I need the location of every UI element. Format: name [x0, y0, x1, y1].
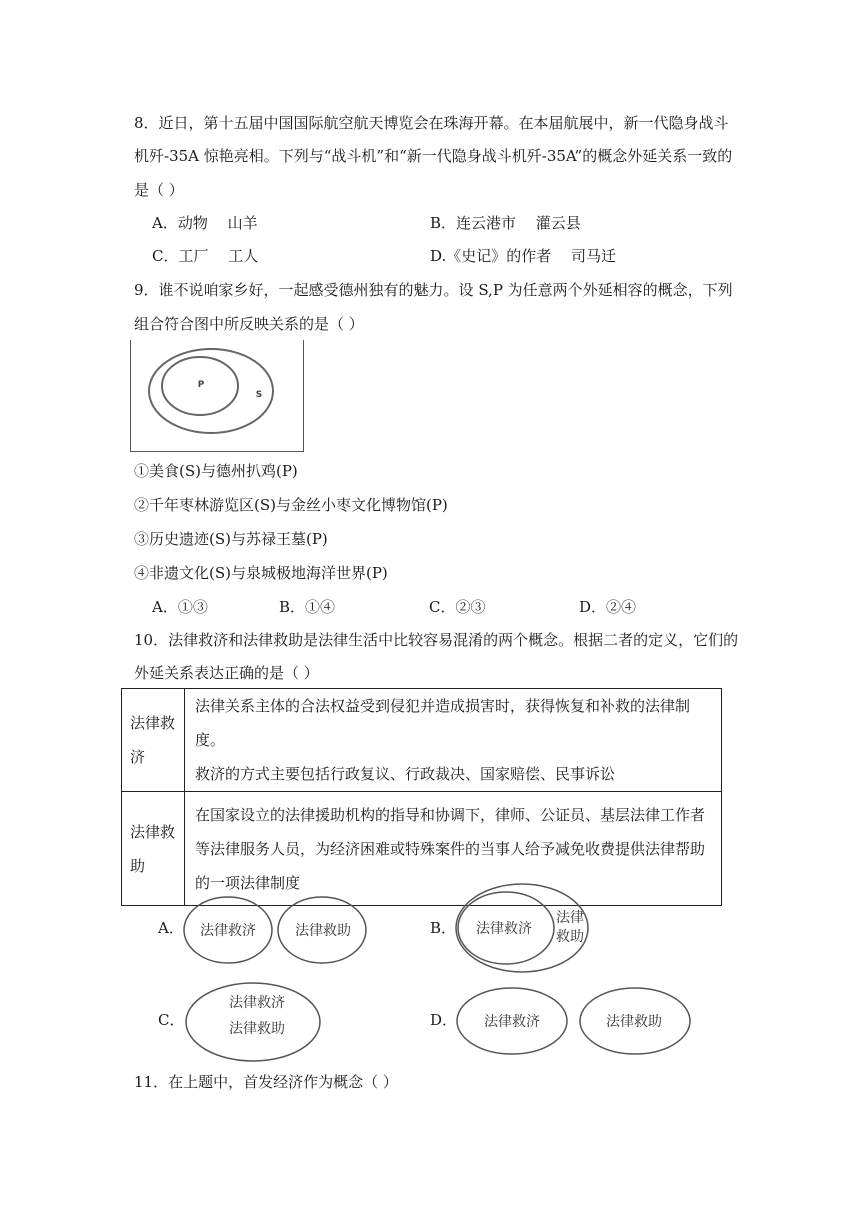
q9-item-1: ①美食(S)与德州扒鸡(P): [134, 462, 298, 480]
q10-option-c-letter: C．: [158, 1011, 185, 1029]
definition-line: 法律关系主体的合法权益受到侵犯并造成损害时，获得恢复和补救的法律制度。: [195, 697, 691, 749]
q10-stem-line-1: 10．法律救济和法律救助是法律生活中比较容易混淆的两个概念。根据二者的定义，它们的: [134, 631, 739, 649]
q10-option-d-diagram: [454, 985, 694, 1061]
table-definition-cell: [185, 689, 722, 792]
q10-option-a-letter: A．: [158, 919, 184, 937]
q8-option-b: B．连云港市 灌云县: [430, 214, 581, 232]
q9-label-p: P: [197, 380, 205, 390]
option-b-outer-label-2: 救助: [556, 929, 584, 945]
q9-stem-line-2: 组合符合图中所反映关系的是（ ）: [134, 315, 364, 333]
table-row: [122, 689, 722, 792]
term-line: 法律救: [130, 714, 176, 732]
q10-stem-line-2: 外延关系表达正确的是（ ）: [134, 664, 319, 682]
q8-option-a: A．动物 山羊: [152, 214, 258, 232]
q9-item-4: ④非遗文化(S)与泉城极地海洋世界(P): [134, 564, 388, 582]
q10-option-b-diagram: [452, 880, 602, 980]
q9-option-b: B．①④: [279, 598, 336, 616]
q8-stem-line-2: 机歼-35A 惊艳亮相。下列与“战斗机”和“新一代隐身战斗机歼-35A”的概念外延关系一致的: [134, 147, 733, 165]
q11-stem: 11．在上题中，首发经济作为概念（ ）: [134, 1073, 398, 1091]
option-a-label-2: 法律救助: [295, 923, 351, 939]
option-b-inner-label: 法律救济: [476, 921, 532, 937]
option-a-label-1: 法律救济: [200, 923, 256, 939]
definition-line: 救济的方式主要包括行政复议、行政裁决、国家赔偿、民事诉讼: [195, 765, 616, 783]
definition-line: 等法律服务人员，为经济困难或特殊案件的当事人给予减免收费提供法律帮助: [195, 839, 706, 858]
q8-option-c: C．工厂 工人: [152, 247, 259, 265]
q9-option-c: C．②③: [429, 598, 486, 616]
q10-option-d-letter: D．: [430, 1011, 458, 1029]
option-c-label-2: 法律救助: [229, 1021, 285, 1037]
q9-venn-diagram: [130, 340, 304, 452]
q10-definition-table: [121, 688, 722, 906]
q9-option-a: A．①③: [152, 598, 208, 616]
q10-option-c-diagram: [182, 980, 324, 1068]
option-c-label-1: 法律救济: [229, 995, 285, 1011]
q9-outer-ellipse: [149, 349, 273, 433]
table-term-cell: [122, 689, 185, 792]
term-line: 助: [130, 856, 146, 875]
table-row: [122, 792, 722, 906]
q8-stem-line-3: 是（ ）: [134, 181, 184, 199]
q9-item-3: ③历史遗迹(S)与苏禄王墓(P): [134, 530, 328, 548]
option-b-outer-label-1: 法律: [556, 910, 584, 926]
table-term-cell: [122, 792, 185, 906]
q9-label-s: S: [255, 390, 263, 400]
option-d-label-1: 法律救济: [484, 1014, 540, 1030]
q10-option-a-diagram: [180, 893, 372, 971]
q8-stem-line-1: 8．近日，第十五届中国国际航空航天博览会在珠海开幕。在本届航展中，新一代隐身战斗: [134, 114, 729, 132]
q9-item-2: ②千年枣林游览区(S)与金丝小枣文化博物馆(P): [134, 496, 448, 514]
q9-option-d: D．②④: [579, 598, 637, 616]
q8-option-d: D.《史记》的作者 司马迁: [430, 247, 617, 265]
definition-line: 在国家设立的法律援助机构的指导和协调下，律师、公证员、基层法律工作者: [195, 805, 706, 824]
option-d-label-2: 法律救助: [606, 1014, 662, 1030]
term-line: 济: [130, 748, 146, 766]
definition-line: 的一项法律制度: [195, 873, 301, 892]
q9-stem-line-1: 9．谁不说咱家乡好，一起感受德州独有的魅力。设 S,P 为任意两个外延相容的概念，下列: [134, 281, 733, 299]
term-line: 法律救: [130, 822, 176, 841]
q10-option-b-letter: B．: [430, 919, 457, 937]
